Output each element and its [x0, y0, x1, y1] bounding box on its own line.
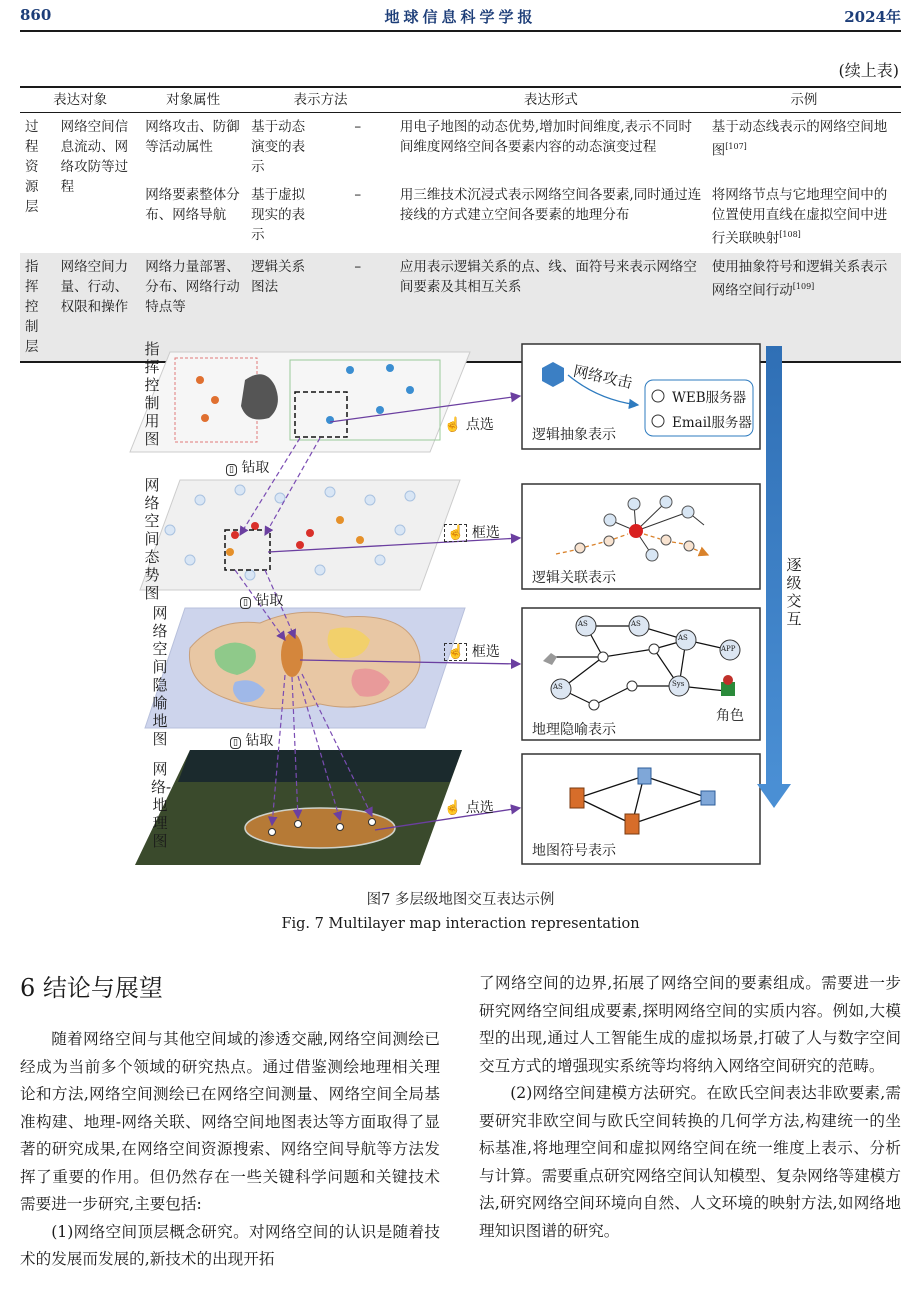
- mouse-icon: ▯: [226, 464, 237, 476]
- box-select-label: [444, 522, 500, 542]
- col-header-attribute: 对象属性: [140, 87, 246, 113]
- continued-label: (续上表): [838, 61, 899, 80]
- drill-text: 钻取: [255, 593, 284, 609]
- example-cell: [707, 181, 901, 253]
- box-text: 框选: [471, 644, 500, 660]
- table-row: [20, 113, 901, 182]
- paragraph: (1)网络空间顶层概念研究。对网络空间的认识是随着技术的发展而发展的,新技术的出现开拓: [20, 1222, 440, 1268]
- hand-icon: ☝: [444, 417, 462, 433]
- box-select-icon: ☝: [444, 643, 467, 661]
- click-select-label: [444, 414, 494, 434]
- mouse-icon: ▯: [230, 737, 241, 749]
- drill-label: [230, 730, 273, 750]
- form-cell: 应用表示逻辑关系的点、线、面符号来表示网络空间要素及其相互关系: [395, 253, 707, 362]
- progressive-interaction-label: 逐级交互: [786, 556, 802, 628]
- continued-table: [20, 86, 901, 363]
- year: 2024年: [844, 8, 901, 26]
- right-column: [479, 970, 901, 1245]
- paragraph: 随着网络空间与其他空间域的渗透交融,网络空间测绘已经成为当前多个领域的研究热点。通过借鉴测绘地理相关理论和方法,网络空间测绘已在网络空间测量、网络空间全局基准构建、地理-网络关联、网络空间地图表达等方面取得了显著的研究成果,在网络空间资源搜索、网络空间导航等方法发挥了重要的作用。但仍然存在一些关键科学问题和关键技术需要进一步研究,主要包括:: [20, 1030, 440, 1213]
- layer-label-geo: 网络-地理图: [151, 760, 172, 850]
- col-header-form: 表达形式: [395, 87, 707, 113]
- radio-web-server[interactable]: [652, 390, 664, 402]
- citation: [109]: [792, 281, 815, 291]
- mark-cell: –: [354, 119, 362, 135]
- layer-cell: 指挥控制层: [20, 253, 56, 362]
- attribute-cell: 网络力量部署、分布、网络行动特点等: [140, 253, 246, 362]
- running-header: [20, 6, 901, 28]
- panel-title-logic-abstract: 逻辑抽象表示: [532, 427, 616, 443]
- example-text: 将网络节点与它地理空间中的位置使用直线在虚拟空间中进行关联映射: [711, 187, 888, 247]
- col-header-example: 示例: [707, 87, 901, 113]
- method-cell: 基于虚拟现实的表示: [251, 187, 306, 243]
- method-cell: 逻辑关系图法: [246, 253, 320, 362]
- layer-label-control: 指挥控制用图: [144, 340, 160, 448]
- node-label: Sys: [672, 680, 685, 688]
- example-text: 基于动态线表示的网络空间地图: [711, 119, 888, 159]
- method-cell: 基于动态演变的表示: [251, 119, 306, 175]
- node-label: AS: [678, 634, 688, 642]
- object-cell: 网络空间力量、行动、权限和操作: [56, 253, 141, 362]
- paragraph: (2)网络空间建模方法研究。在欧氏空间表达非欧要素,需要研究非欧空间与欧氏空间转换的几何学方法,构建统一的坐标基准,将地理空间和虚拟网络空间在统一维度上表示、分析与计算。需要重点研究网络空间认知模型、复杂网络等建模方法,研究网络空间环境向自然、人文环境的映射方法,如网络地理知识图谱的研究。: [479, 1084, 901, 1240]
- progressive-arrow-head: [757, 784, 791, 808]
- mouse-icon: ▯: [240, 597, 251, 609]
- attribute-cell: 网络攻击、防御等活动属性: [145, 119, 240, 155]
- node-label: AS: [578, 620, 588, 628]
- box-text: 框选: [471, 525, 500, 541]
- layer-label-metaphor: 网络空间隐喻地图: [152, 604, 168, 748]
- section-heading: 6 结论与展望: [20, 974, 163, 1002]
- drill-label: [240, 590, 283, 610]
- citation: [108]: [779, 230, 801, 239]
- click-select-label: [444, 797, 494, 817]
- click-text: 点选: [465, 800, 494, 816]
- example-cell: [707, 113, 901, 182]
- drill-label: [226, 457, 269, 477]
- col-header-method: 表示方法: [246, 87, 395, 113]
- form-cell: 用电子地图的动态优势,增加时间维度,表示不同时间维度网络空间各要素内容的动态演变过程: [399, 119, 693, 155]
- journal-title: 地球信息科学学报: [384, 8, 537, 26]
- drill-text: 钻取: [245, 733, 274, 749]
- mark-cell: –: [354, 187, 362, 203]
- page-number: 860: [20, 6, 52, 24]
- box-select-label: [444, 641, 500, 661]
- hand-icon: ☝: [444, 800, 462, 816]
- box-select-icon: ☝: [444, 524, 467, 542]
- drill-text: 钻取: [241, 460, 270, 476]
- sky-band: [178, 750, 462, 782]
- left-column: [20, 1026, 440, 1274]
- mark-cell: –: [321, 253, 395, 362]
- node-label: AS: [553, 683, 563, 691]
- node-label: APP: [721, 645, 736, 653]
- layer-cell: 过程资源层: [25, 119, 39, 215]
- node-label: AS: [631, 620, 641, 628]
- panel-title-map-symbol: 地图符号表示: [532, 843, 616, 859]
- object-cell: 网络空间信息流动、网络攻防等过程: [60, 119, 129, 195]
- attack-label: 网络攻击: [571, 361, 635, 393]
- core-node: [629, 524, 643, 538]
- selected-region[interactable]: [281, 633, 303, 677]
- role-label: 角色: [716, 708, 744, 724]
- example-text: 使用抽象符号和逻辑关系表示网络空间行动: [711, 258, 888, 298]
- form-cell: 用三维技术沉浸式表示网络空间各要素,同时通过连接线的方式建立空间各要素的地理分布: [399, 187, 702, 223]
- header-rule: [20, 30, 901, 32]
- col-header-object: 表达对象: [20, 87, 140, 113]
- table-row: [20, 181, 901, 253]
- attribute-cell: 网络要素整体分布、网络导航: [145, 187, 240, 223]
- panel-title-geo-metaphor: 地理隐喻表示: [532, 722, 616, 738]
- figure-caption-cn: 图7 多层级地图交互表达示例: [366, 892, 555, 908]
- panel-title-logic-relation: 逻辑关联表示: [532, 570, 616, 586]
- progressive-arrow-shaft: [766, 346, 782, 786]
- email-server-label: Email服务器: [672, 415, 752, 431]
- figure-caption-en: Fig. 7 Multilayer map interaction representation: [281, 916, 640, 932]
- layer-label-situation: 网络空间态势图: [144, 476, 160, 602]
- click-text: 点选: [465, 417, 494, 433]
- web-server-label: WEB服务器: [672, 390, 747, 406]
- paragraph: 了网络空间的边界,拓展了网络空间的要素组成。需要进一步研究网络空间组成要素,探明网络空间的实质内容。例如,大模型的出现,通过人工智能生成的虚拟场景,打破了人与数字空间交互方式的增强现实系统等均将纳入网络空间研究的范畴。: [479, 974, 901, 1075]
- selection-ellipse[interactable]: [245, 808, 395, 848]
- citation: [107]: [725, 142, 747, 151]
- radio-email-server[interactable]: [652, 415, 664, 427]
